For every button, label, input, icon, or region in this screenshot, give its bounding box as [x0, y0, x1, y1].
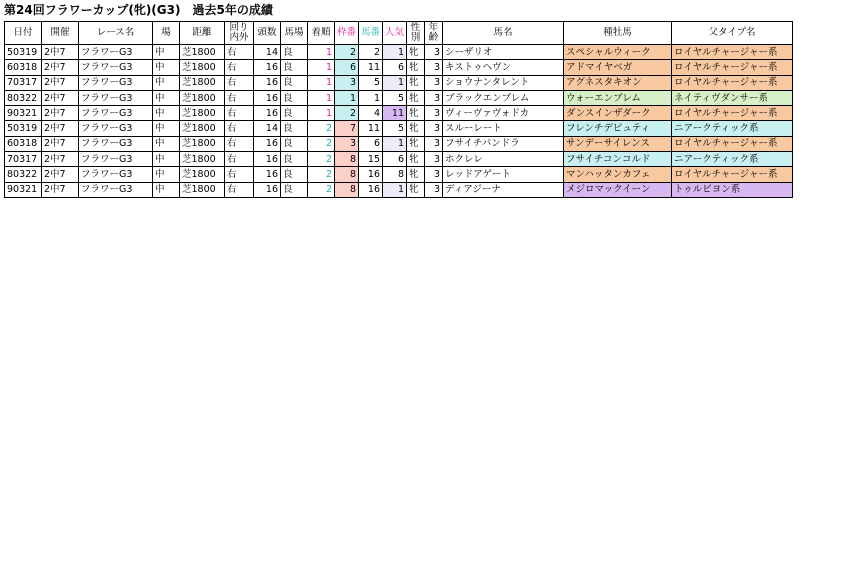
table-cell: フラワーG3	[79, 152, 153, 167]
table-cell: 牝	[407, 167, 425, 182]
table-cell: フレンチデピュティ	[564, 121, 672, 136]
table-cell: 70317	[5, 152, 42, 167]
table-cell: ヴィーヴァヴォドカ	[443, 106, 564, 121]
table-cell: 1	[308, 60, 335, 75]
column-header: 着順	[308, 22, 335, 45]
table-cell: 中	[153, 136, 180, 151]
table-row	[5, 90, 793, 105]
table-cell: 5	[383, 121, 407, 136]
table-cell: 1	[359, 90, 383, 105]
table-cell: 良	[281, 75, 308, 90]
table-cell: 右	[225, 106, 254, 121]
table-cell: トゥルビヨン系	[672, 182, 793, 197]
table-cell: マンハッタンカフェ	[564, 167, 672, 182]
table-cell: ニアークティック系	[672, 121, 793, 136]
table-cell: サンデーサイレンス	[564, 136, 672, 151]
table-cell: 2中7	[42, 136, 79, 151]
table-cell: 3	[425, 136, 443, 151]
table-cell: 良	[281, 45, 308, 60]
table-cell: 2中7	[42, 106, 79, 121]
table-cell: 2	[335, 45, 359, 60]
table-cell: 1	[308, 45, 335, 60]
table-cell: ダンスインザダーク	[564, 106, 672, 121]
table-cell: 中	[153, 106, 180, 121]
table-cell: 60318	[5, 136, 42, 151]
table-cell: 3	[425, 182, 443, 197]
table-cell: 3	[425, 152, 443, 167]
table-cell: 7	[335, 121, 359, 136]
table-cell: ロイヤルチャージャー系	[672, 167, 793, 182]
table-cell: 1	[383, 45, 407, 60]
column-header: 場	[153, 22, 180, 45]
table-cell: 牝	[407, 121, 425, 136]
table-cell: 芝1800	[180, 106, 225, 121]
table-cell: 中	[153, 75, 180, 90]
table-cell: 右	[225, 45, 254, 60]
table-cell: 4	[359, 106, 383, 121]
table-cell: 芝1800	[180, 60, 225, 75]
table-cell: 90321	[5, 182, 42, 197]
table-cell: 良	[281, 106, 308, 121]
table-cell: 14	[254, 121, 281, 136]
table-cell: 芝1800	[180, 152, 225, 167]
table-cell: 5	[359, 75, 383, 90]
table-cell: 1	[383, 75, 407, 90]
table-cell: 2中7	[42, 75, 79, 90]
table-cell: 牝	[407, 90, 425, 105]
table-cell: 1	[308, 75, 335, 90]
table-cell: 11	[359, 60, 383, 75]
table-cell: ホクレレ	[443, 152, 564, 167]
table-cell: 16	[254, 182, 281, 197]
table-cell: ロイヤルチャージャー系	[672, 60, 793, 75]
column-header: 枠番	[335, 22, 359, 45]
table-cell: 右	[225, 121, 254, 136]
table-cell: 3	[335, 75, 359, 90]
table-cell: 3	[425, 45, 443, 60]
table-cell: 60318	[5, 60, 42, 75]
table-cell: ショウナンタレント	[443, 75, 564, 90]
table-row	[5, 45, 793, 60]
table-cell: 16	[254, 106, 281, 121]
table-cell: 中	[153, 152, 180, 167]
table-cell: アグネスタキオン	[564, 75, 672, 90]
table-cell: ロイヤルチャージャー系	[672, 45, 793, 60]
table-cell: 80322	[5, 90, 42, 105]
table-cell: 16	[254, 60, 281, 75]
table-cell: 1	[335, 90, 359, 105]
table-cell: 芝1800	[180, 75, 225, 90]
table-cell: 右	[225, 167, 254, 182]
table-cell: 右	[225, 152, 254, 167]
table-cell: 良	[281, 90, 308, 105]
table-cell: 右	[225, 90, 254, 105]
header-row	[5, 22, 793, 45]
table-cell: 芝1800	[180, 121, 225, 136]
column-header: 頭数	[254, 22, 281, 45]
table-cell: 6	[335, 60, 359, 75]
table-cell: ネイティヴダンサー系	[672, 90, 793, 105]
table-cell: ロイヤルチャージャー系	[672, 136, 793, 151]
table-cell: 中	[153, 167, 180, 182]
table-cell: 芝1800	[180, 182, 225, 197]
table-cell: 2中7	[42, 167, 79, 182]
table-cell: 良	[281, 136, 308, 151]
table-cell: スルーレート	[443, 121, 564, 136]
table-cell: メジロマックイーン	[564, 182, 672, 197]
table-cell: 16	[254, 136, 281, 151]
table-cell: 2中7	[42, 121, 79, 136]
table-cell: 3	[425, 121, 443, 136]
column-header: 馬場	[281, 22, 308, 45]
table-cell: フラワーG3	[79, 90, 153, 105]
table-cell: 6	[383, 152, 407, 167]
table-cell: フサイチパンドラ	[443, 136, 564, 151]
table-row	[5, 60, 793, 75]
table-cell: 14	[254, 45, 281, 60]
table-cell: 芝1800	[180, 136, 225, 151]
table-cell: 2	[308, 152, 335, 167]
page-title: 第24回フラワーカップ(牝)(G3) 過去5年の成績	[4, 3, 273, 17]
table-row	[5, 106, 793, 121]
table-cell: フラワーG3	[79, 75, 153, 90]
table-cell: 2	[308, 121, 335, 136]
column-header: 父タイプ名	[672, 22, 793, 45]
table-cell: 中	[153, 121, 180, 136]
table-cell: フラワーG3	[79, 136, 153, 151]
table-cell: 5	[383, 90, 407, 105]
table-cell: 3	[335, 136, 359, 151]
table-cell: 2中7	[42, 90, 79, 105]
table-cell: フラワーG3	[79, 45, 153, 60]
table-cell: 16	[254, 90, 281, 105]
table-cell: ウォーエンブレム	[564, 90, 672, 105]
table-cell: 1	[308, 106, 335, 121]
table-cell: 90321	[5, 106, 42, 121]
column-header: 回り内外	[225, 22, 254, 45]
results-table	[4, 21, 793, 198]
table-cell: 3	[425, 90, 443, 105]
table-cell: 芝1800	[180, 45, 225, 60]
table-cell: キストゥヘヴン	[443, 60, 564, 75]
table-cell: 8	[335, 152, 359, 167]
table-row	[5, 75, 793, 90]
table-cell: 2	[308, 136, 335, 151]
table-cell: 牝	[407, 152, 425, 167]
table-cell: 右	[225, 136, 254, 151]
table-cell: 3	[425, 106, 443, 121]
table-cell: 2中7	[42, 60, 79, 75]
table-cell: ディアジーナ	[443, 182, 564, 197]
table-cell: 16	[359, 182, 383, 197]
table-cell: 中	[153, 45, 180, 60]
table-cell: 2	[308, 167, 335, 182]
table-cell: スペシャルウィーク	[564, 45, 672, 60]
table-cell: 8	[335, 182, 359, 197]
table-cell: フラワーG3	[79, 182, 153, 197]
table-cell: 16	[359, 167, 383, 182]
table-cell: 11	[359, 121, 383, 136]
table-cell: 2	[335, 106, 359, 121]
table-cell: 11	[383, 106, 407, 121]
table-cell: ニアークティック系	[672, 152, 793, 167]
table-cell: 良	[281, 152, 308, 167]
table-cell: アドマイヤベガ	[564, 60, 672, 75]
table-row	[5, 182, 793, 197]
table-cell: 80322	[5, 167, 42, 182]
column-header: 人気	[383, 22, 407, 45]
table-cell: 中	[153, 60, 180, 75]
table-cell: 6	[359, 136, 383, 151]
table-cell: 右	[225, 60, 254, 75]
table-cell: 良	[281, 121, 308, 136]
table-cell: ロイヤルチャージャー系	[672, 75, 793, 90]
table-row	[5, 136, 793, 151]
table-cell: 16	[254, 75, 281, 90]
table-row	[5, 167, 793, 182]
column-header: 年齢	[425, 22, 443, 45]
table-cell: 15	[359, 152, 383, 167]
table-cell: 良	[281, 60, 308, 75]
table-cell: 8	[335, 167, 359, 182]
table-cell: ロイヤルチャージャー系	[672, 106, 793, 121]
table-cell: フサイチコンコルド	[564, 152, 672, 167]
table-cell: 1	[383, 136, 407, 151]
table-cell: 中	[153, 90, 180, 105]
table-cell: 2中7	[42, 45, 79, 60]
column-header: 開催	[42, 22, 79, 45]
table-cell: 50319	[5, 45, 42, 60]
table-cell: 2中7	[42, 152, 79, 167]
table-cell: 牝	[407, 136, 425, 151]
table-cell: 右	[225, 75, 254, 90]
table-cell: 16	[254, 167, 281, 182]
table-cell: 70317	[5, 75, 42, 90]
table-cell: フラワーG3	[79, 167, 153, 182]
table-cell: 牝	[407, 182, 425, 197]
table-cell: 良	[281, 167, 308, 182]
table-cell: 16	[254, 152, 281, 167]
table-cell: 中	[153, 182, 180, 197]
table-row	[5, 121, 793, 136]
table-cell: 牝	[407, 60, 425, 75]
table-cell: 50319	[5, 121, 42, 136]
table-cell: ブラックエンブレム	[443, 90, 564, 105]
table-cell: 3	[425, 167, 443, 182]
table-cell: 2	[308, 182, 335, 197]
column-header: 性別	[407, 22, 425, 45]
column-header: 距離	[180, 22, 225, 45]
table-cell: フラワーG3	[79, 121, 153, 136]
table-cell: 牝	[407, 45, 425, 60]
table-cell: 芝1800	[180, 167, 225, 182]
table-cell: フラワーG3	[79, 106, 153, 121]
table-cell: フラワーG3	[79, 60, 153, 75]
table-cell: 2	[359, 45, 383, 60]
table-cell: 2中7	[42, 182, 79, 197]
table-cell: 3	[425, 60, 443, 75]
table-cell: レッドアゲート	[443, 167, 564, 182]
column-header: 馬名	[443, 22, 564, 45]
column-header: レース名	[79, 22, 153, 45]
column-header: 日付	[5, 22, 42, 45]
column-header: 種牡馬	[564, 22, 672, 45]
table-cell: シーザリオ	[443, 45, 564, 60]
table-row	[5, 152, 793, 167]
table-cell: 右	[225, 182, 254, 197]
column-header: 馬番	[359, 22, 383, 45]
table-cell: 6	[383, 60, 407, 75]
table-cell: 芝1800	[180, 90, 225, 105]
table-cell: 良	[281, 182, 308, 197]
table-cell: 1	[383, 182, 407, 197]
table-cell: 牝	[407, 106, 425, 121]
table-cell: 牝	[407, 75, 425, 90]
table-cell: 8	[383, 167, 407, 182]
table-cell: 3	[425, 75, 443, 90]
table-cell: 1	[308, 90, 335, 105]
